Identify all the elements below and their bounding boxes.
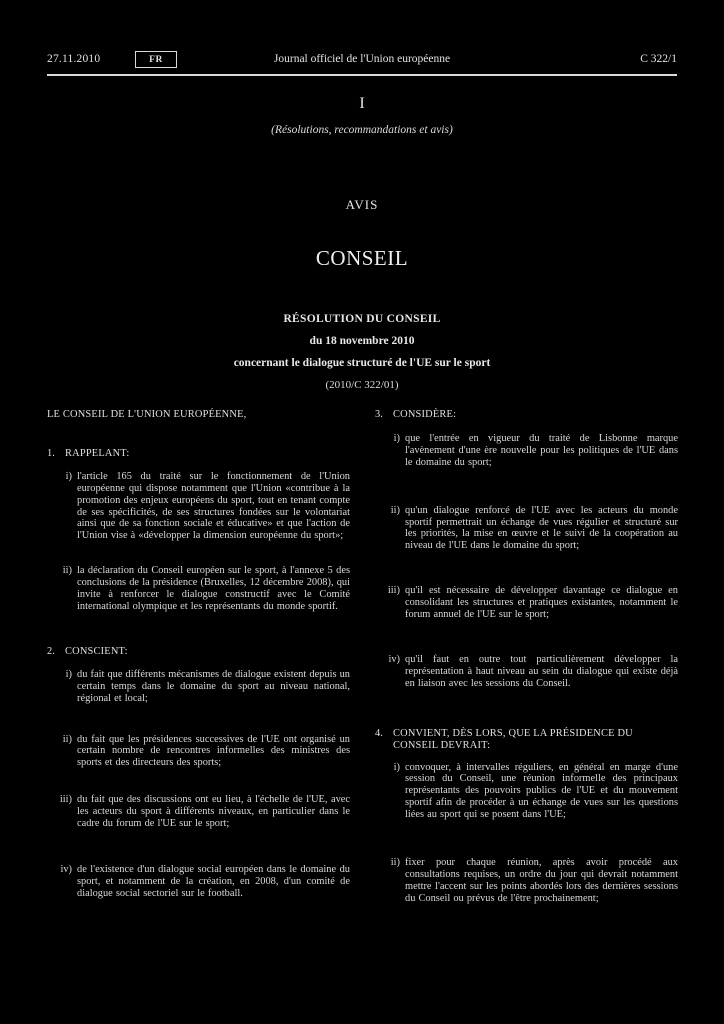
item-text: convoquer, à intervalles réguliers, en général en marge d'une session du Conseil, une réunion informelle des principaux représentants des pouvoirs publics de l'UE et du mouvement sportif afin de procéder à un échange de vues sur les questions liées au sport qui se posent dans l'UE; [405, 761, 678, 821]
preamble: LE CONSEIL DE L'UNION EUROPÉENNE, [47, 409, 247, 420]
item-text: du fait que les présidences successives de l'UE ont organisé un certain nombre de rencontres informelles des ministres des sports et des directeurs des sports; [77, 733, 350, 769]
item-text: qu'il faut en outre tout particulièrement développer la représentation à haut niveau au sein du dialogue qui existe déjà en liaison avec les sessions du Conseil. [405, 653, 678, 689]
section-4-heading [375, 728, 678, 752]
list-item [47, 565, 350, 613]
list-item [375, 654, 678, 690]
section-3-heading [375, 409, 678, 421]
item-marker: iv) [60, 863, 72, 875]
item-marker: ii) [390, 857, 400, 869]
section-label: CONSIDÈRE: [393, 409, 457, 420]
section-number: 1. [47, 447, 55, 459]
section-number: 2. [47, 645, 55, 657]
item-marker: i) [393, 432, 400, 444]
item-text: de l'existence d'un dialogue social européen dans le domaine du sport, et notamment de la création, en 2008, d'un comité de dialogue social sectoriel sur le football. [77, 863, 350, 899]
section-2-heading [47, 646, 350, 658]
list-item [375, 762, 678, 822]
item-marker: iii) [59, 794, 72, 806]
item-marker: ii) [390, 504, 400, 516]
item-text: que l'entrée en vigueur du traité de Lisbonne marque l'avènement d'une ère nouvelle pour les politiques de l'UE dans le domaine du sport; [405, 432, 678, 468]
left-column [47, 409, 350, 905]
section-label: CONVIENT, DÈS LORS, QUE LA PRÉSIDENCE DU CONSEIL DEVRAIT: [393, 727, 633, 751]
list-item [47, 864, 350, 900]
section-1-heading [47, 448, 350, 460]
list-item [375, 585, 678, 621]
item-marker: ii) [62, 733, 72, 745]
item-marker: iv) [388, 653, 400, 665]
item-text: du fait que différents mécanismes de dialogue existent depuis un certain temps dans le domaine du sport au niveau national, régional et local; [77, 668, 350, 704]
page-reference: C 322/1 [640, 53, 677, 65]
resolution-date: du 18 novembre 2010 [309, 335, 415, 347]
page-header [47, 52, 677, 70]
part-numeral: I [359, 95, 365, 112]
resolution-reference: (2010/C 322/01) [325, 379, 399, 391]
item-marker: i) [65, 668, 72, 680]
section-number: 4. [375, 727, 383, 739]
item-text: fixer pour chaque réunion, après avoir procédé aux consultations requises, un ordre du jour qui devrait notamment mettre l'accent sur les points abordés lors des dernières sessions du Conseil ou prévus de l'être prochainement; [405, 857, 678, 904]
list-item [47, 734, 350, 770]
journal-title: Journal officiel de l'Union européenne [273, 53, 451, 65]
list-item [375, 857, 678, 905]
section-label: CONSCIENT: [65, 645, 128, 657]
item-text: l'article 165 du traité sur le fonctionnement de l'Union européenne qui dispose notamment que l'Union «contribue à la promotion des enjeux européens du sport, tout en tenant compte de ses spécificités, de ses structures fondées sur le volontariat ainsi que de sa fonction sociale et éducative» et que l'action de l'Union vise à «développer la dimension européenne du sport»; [77, 470, 350, 542]
list-item [47, 471, 350, 542]
item-text: qu'un dialogue renforcé de l'UE avec les acteurs du monde sportif permettrait un échange de vues régulier et structuré sur les priorités, la mise en œuvre et le suivi de la coopération au niveau de l'UE dans le domaine du sport; [405, 504, 678, 552]
item-marker: iii) [387, 585, 400, 597]
item-marker: ii) [62, 565, 72, 577]
section-number: 3. [375, 409, 383, 420]
item-marker: i) [393, 761, 400, 773]
category-heading: AVIS [345, 197, 379, 212]
section-label: RAPPELANT: [65, 447, 130, 459]
list-item [375, 433, 678, 469]
item-text: la déclaration du Conseil européen sur le sport, à l'annexe 5 des conclusions de la présidence (Bruxelles, 12 décembre 2008), qui invite à renforcer le dialogue constructif avec le Comité international olympique et les représentants du monde sportif. [77, 565, 350, 612]
header-rule [47, 74, 677, 76]
institution-heading: CONSEIL [315, 246, 409, 270]
item-marker: i) [65, 470, 72, 482]
list-item [47, 794, 350, 830]
language-code-box: FR [135, 51, 177, 68]
body-columns [47, 409, 677, 905]
part-subtitle: (Résolutions, recommandations et avis) [271, 124, 453, 136]
right-column [375, 409, 678, 905]
resolution-subject: concernant le dialogue structuré de l'UE sur le sport [233, 357, 491, 369]
list-item [47, 669, 350, 705]
resolution-title: RÉSOLUTION DU CONSEIL [283, 313, 441, 325]
item-text: du fait que des discussions ont eu lieu, à l'échelle de l'UE, avec les acteurs du sport à différents niveaux, en particulier dans le cadre du forum de l'UE sur le sport; [77, 794, 350, 830]
item-text: qu'il est nécessaire de développer davantage ce dialogue en consolidant les structures et pratiques existantes, notamment le forum annuel de l'UE sur le sport; [405, 585, 678, 621]
header-date: 27.11.2010 [47, 53, 101, 65]
list-item [375, 505, 678, 553]
